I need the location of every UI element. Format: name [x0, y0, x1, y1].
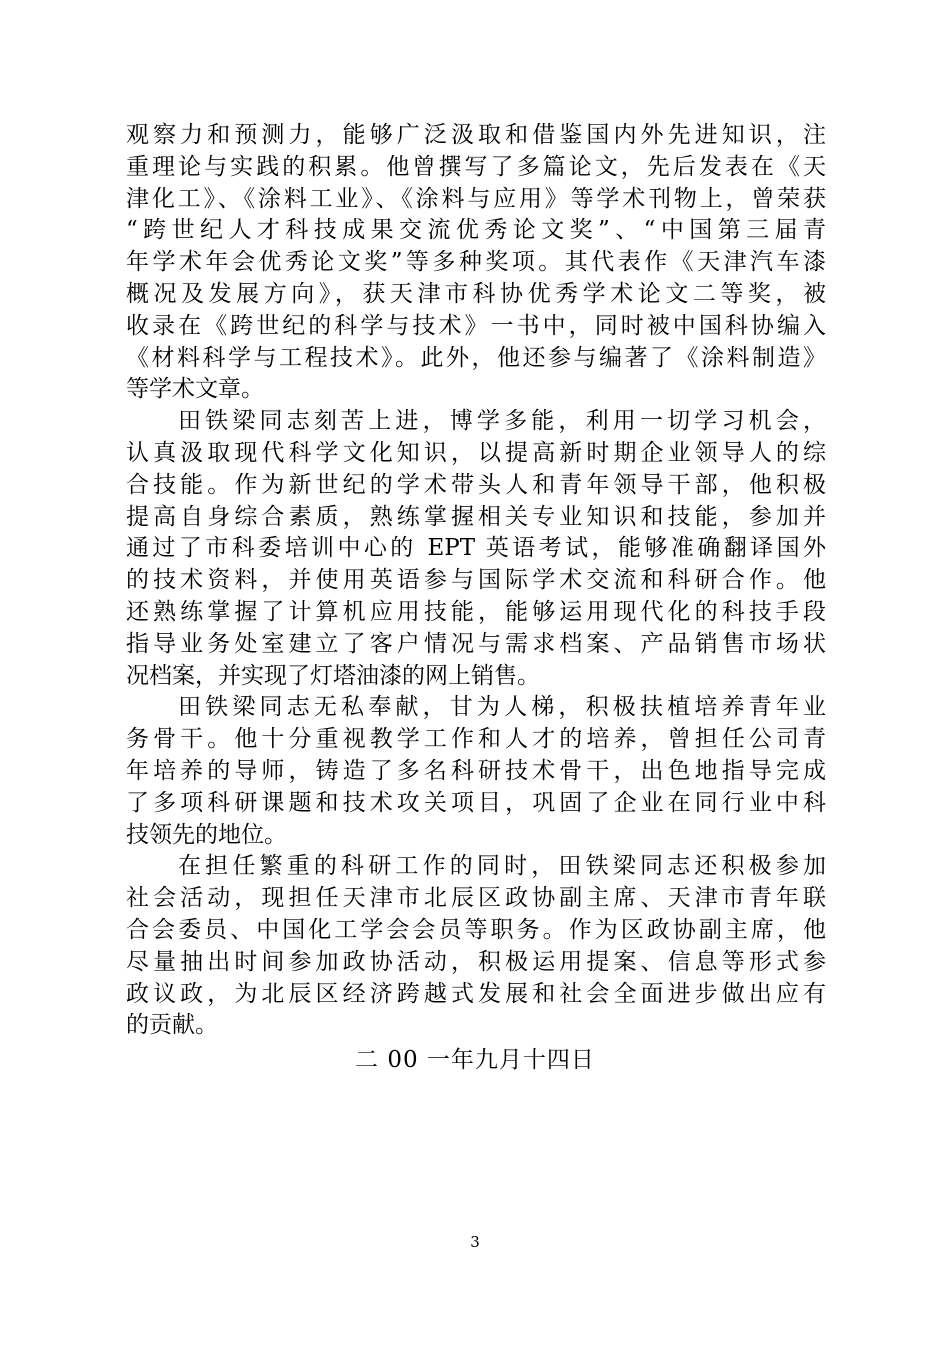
text-line: 年培养的导师，铸造了多名科研技术骨干，出色地指导完成	[126, 757, 826, 784]
text-line: 通过了市科委培训中心的 EPT 英语考试，能够准确翻译国外	[126, 535, 826, 562]
text-line: 等学术文章。	[126, 376, 264, 403]
text-line: 重理论与实践的积累。他曾撰写了多篇论文，先后发表在《天	[126, 153, 826, 180]
paragraph-first-line: 田铁梁同志无私奉献，甘为人梯，积极扶植培养青年业	[178, 694, 826, 721]
text-line: 提高自身综合素质，熟练掌握相关专业知识和技能，参加并	[126, 503, 826, 530]
text-line: 了多项科研课题和技术攻关项目，巩固了企业在同行业中科	[126, 789, 826, 816]
text-line: 技领先的地位。	[126, 821, 287, 848]
text-line: 合技能。作为新世纪的学术带头人和青年领导干部，他积极	[126, 471, 826, 498]
page-number: 3	[470, 1233, 480, 1251]
text-line: 的技术资料，并使用英语参与国际学术交流和科研合作。他	[126, 567, 826, 594]
paragraph-first-line: 田铁梁同志刻苦上进，博学多能，利用一切学习机会，	[178, 408, 826, 435]
text-line: 认真汲取现代科学文化知识，以提高新时期企业领导人的综	[126, 439, 826, 466]
document-body	[126, 120, 826, 1042]
text-line: 收录在《跨世纪的科学与技术》一书中，同时被中国科协编入	[126, 312, 826, 339]
text-line: 社会活动，现担任天津市北辰区政协副主席、天津市青年联	[126, 885, 826, 912]
text-line: 年学术年会优秀论文奖”等多种奖项。其代表作《天津汽车漆	[126, 249, 826, 276]
text-line: 《材料科学与工程技术》。此外，他还参与编著了《涂料制造》	[126, 344, 826, 371]
text-line: 况档案，并实现了灯塔油漆的网上销售。	[126, 662, 540, 689]
paragraph-first-line: 在担任繁重的科研工作的同时，田铁梁同志还积极参加	[178, 853, 826, 880]
text-line: 津化工》、《涂料工业》、《涂料与应用》等学术刊物上，曾荣获	[126, 185, 826, 212]
text-line: 务骨干。他十分重视教学工作和人才的培养，曾担任公司青	[126, 726, 826, 753]
text-line: 概况及发展方向》，获天津市科协优秀学术论文二等奖，被	[126, 280, 826, 307]
text-line: 还熟练掌握了计算机应用技能，能够运用现代化的科技手段	[126, 598, 826, 625]
text-line: 尽量抽出时间参加政协活动，积极运用提案、信息等形式参	[126, 948, 826, 975]
text-line: 观察力和预测力，能够广泛汲取和借鉴国内外先进知识，注	[126, 122, 826, 148]
text-line: “跨世纪人才科技成果交流优秀论文奖”、“中国第三届青	[126, 217, 826, 244]
document-date: 二 00 一年九月十四日	[355, 1047, 595, 1073]
text-line: 的贡献。	[126, 1012, 218, 1039]
text-line: 政议政，为北辰区经济跨越式发展和社会全面进步做出应有	[126, 980, 826, 1007]
text-line: 指导业务处室建立了客户情况与需求档案、产品销售市场状	[126, 630, 826, 657]
text-line: 合会委员、中国化工学会会员等职务。作为区政协副主席，他	[126, 916, 826, 943]
